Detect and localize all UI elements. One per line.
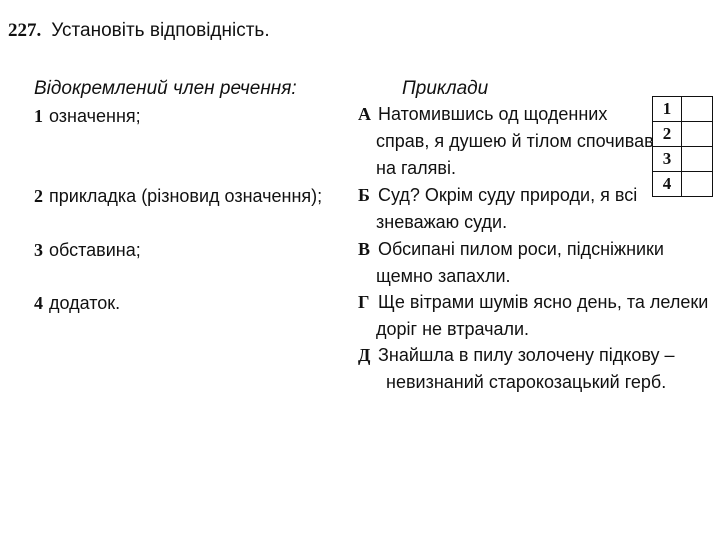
answer-grid-number: 2 [653, 122, 682, 147]
example-line: Обсипані пилом роси, підсніжники [378, 239, 664, 259]
example-line: на галяві. [376, 158, 456, 178]
answer-cell[interactable] [682, 97, 713, 122]
left-column-header: Відокремлений член речення: [34, 78, 297, 99]
example-v [358, 236, 664, 290]
example-line: Натомившись од щоденних [378, 104, 608, 124]
answer-grid-row [653, 97, 713, 122]
answer-grid [652, 96, 713, 197]
answer-cell[interactable] [682, 147, 713, 172]
left-item-1 [34, 106, 141, 127]
example-line: Знайшла в пилу золочену підкову – [378, 345, 675, 365]
answer-cell[interactable] [682, 172, 713, 197]
answer-grid-number: 3 [653, 147, 682, 172]
example-letter: А [358, 104, 371, 124]
left-item-number: 3 [34, 240, 43, 260]
answer-grid-row [653, 122, 713, 147]
left-item-3 [34, 240, 141, 261]
left-item-text: додаток. [49, 293, 121, 313]
task-number: 227. [8, 20, 42, 41]
example-letter: В [358, 239, 371, 259]
example-line: доріг не втрачали. [376, 319, 530, 339]
right-column-header: Приклади [402, 78, 489, 99]
example-line: невизнаний старокозацький герб. [386, 372, 667, 392]
example-g [358, 289, 708, 343]
task-title [8, 20, 270, 42]
example-letter: Б [358, 185, 370, 205]
left-item-text: означення; [49, 106, 141, 126]
example-line: Ще вітрами шумів ясно день, та лелеки [378, 292, 709, 312]
example-line: щемно запахли. [376, 266, 511, 286]
task-instruction: Установіть відповідність. [51, 20, 270, 41]
answer-grid-row [653, 172, 713, 197]
example-letter: Д [358, 345, 371, 365]
example-b [358, 182, 637, 236]
left-item-4 [34, 293, 120, 314]
example-d [358, 342, 675, 396]
left-item-text: прикладка (різновид означення); [49, 186, 323, 206]
answer-grid-number: 1 [653, 97, 682, 122]
left-item-number: 2 [34, 186, 43, 206]
example-line: зневажаю суди. [376, 212, 508, 232]
answer-grid-row [653, 147, 713, 172]
left-item-text: обставина; [49, 240, 141, 260]
example-a [358, 101, 654, 182]
example-letter: Г [358, 292, 370, 312]
left-item-2 [34, 186, 322, 207]
example-line: Суд? Окрім суду природи, я всі [378, 185, 638, 205]
answer-cell[interactable] [682, 122, 713, 147]
left-item-number: 1 [34, 106, 43, 126]
left-item-number: 4 [34, 293, 43, 313]
answer-grid-number: 4 [653, 172, 682, 197]
example-line: справ, я душею й тілом спочивав [376, 131, 654, 151]
